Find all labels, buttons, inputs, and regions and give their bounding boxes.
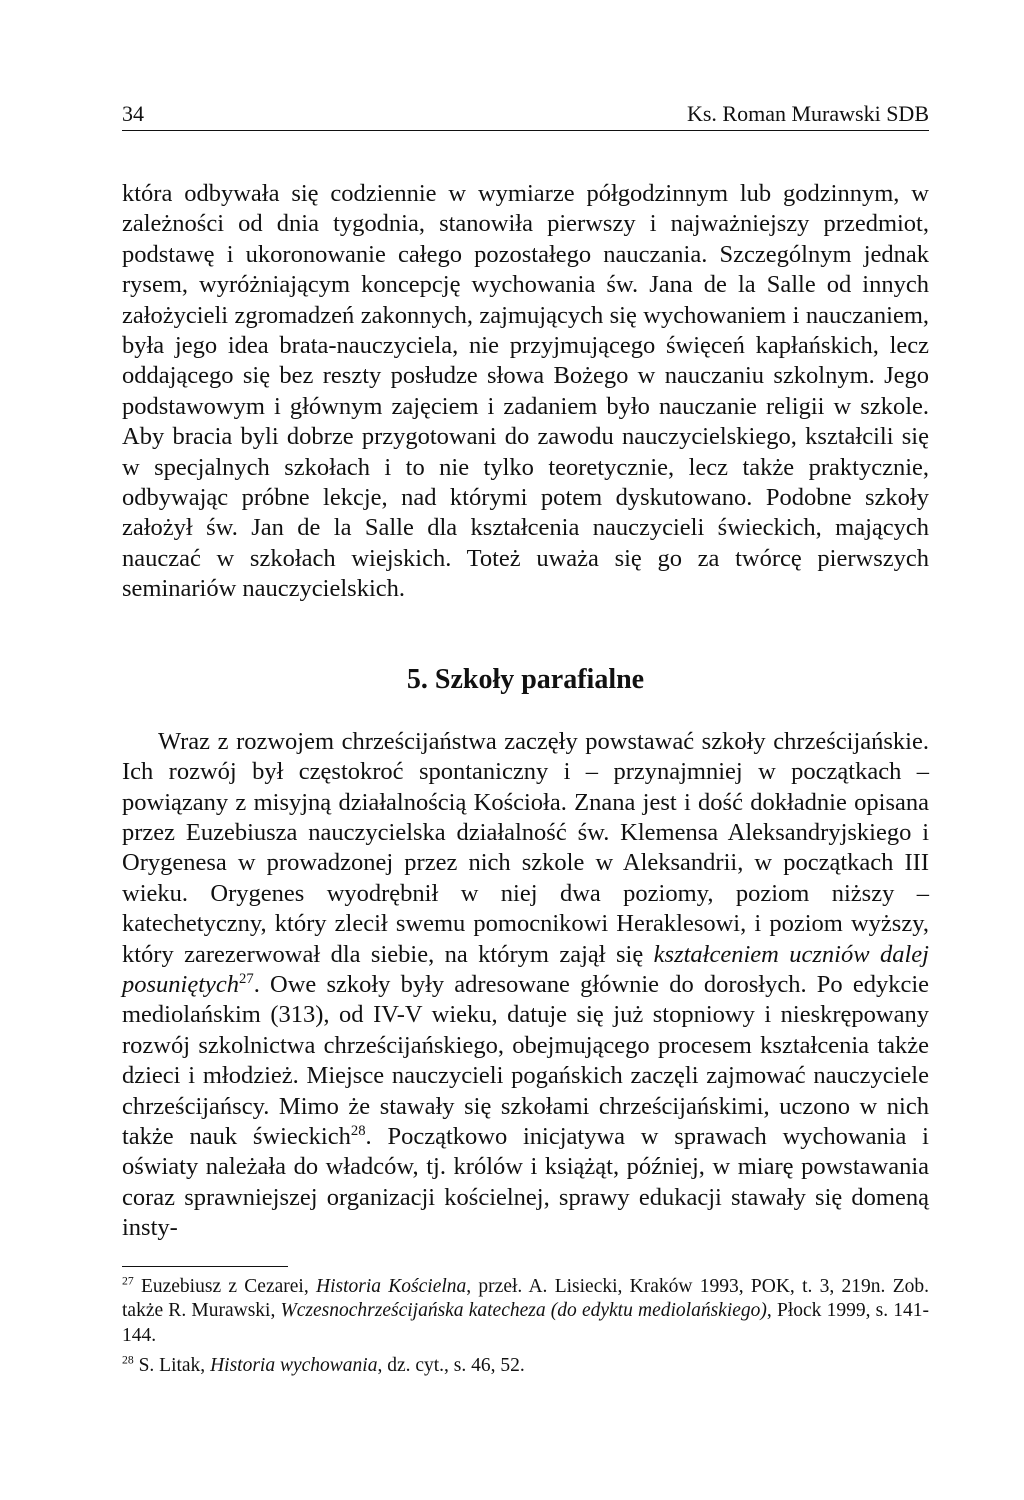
page-number: 34 [122, 101, 144, 126]
footnote-ref-27[interactable]: 27 [239, 970, 254, 987]
fn27-text-b: , przeł. A. Lisiecki, Kraków 1993, POK, t. 3, 219n. Zob. także R. Murawski, [122, 1275, 929, 1322]
para2-italic-quote: kształceniem uczniów dalej posuniętych [122, 940, 929, 998]
fn27-title-1: Historia Kościelna [316, 1275, 467, 1297]
body-paragraph-1: która odbywała się codziennie w wymiarze półgodzinnym lub godzinnym, w zależności od dnia tygodnia, stanowiła pierwszy i najważniejszy przedmiot, podstawę i ukoronowanie całego pozostałego nauczania. Szczególnym jednak rysem, wyróżniającym koncepcję wychowania św. Jana de la Salle od innych założycieli zgromadzeń zakonnych, zajmujących się wychowaniem i nauczaniem, była jego idea brata-nauczyciela, nie przyjmującego święceń kapłańskich, lecz oddającego się bez reszty posłudze słowa Bożego w nauczaniu szkolnym. Jego podstawowym i głównym zajęciem i zadaniem było nauczanie religii w szkole. Aby bracia byli dobrze przygotowani do zawodu nauczycielskiego, kształcili się w specjalnych szkołach i to nie tylko teoretycznie, lecz także praktycznie, odbywając próbne lekcje, nad którymi potem dyskutowano. Podobne szkoły założył św. Jan de la Salle dla kształcenia nauczycieli świeckich, mających nauczać w szkołach wiejskich. Toteż uważa się go za twórcę pierwszych seminariów nauczycielskich. [122, 180, 929, 603]
footnote-27 [122, 1275, 929, 1349]
fn28-title-1: Historia wychowania [210, 1355, 378, 1377]
running-head-author: Ks. Roman Murawski SDB [686, 101, 929, 126]
body-paragraph-2 [122, 727, 929, 1244]
fn27-text-a: Euzebiusz z Cezarei, [133, 1275, 316, 1297]
para2-text-b: . Owe szkoły były adresowane głównie do dorosłych. Po edykcie mediolańskim (313), od IV-V wieku, datuje się już stopniowy i nieskrępowany rozwój szkolnictwa chrześcijańskiego, obejmującego procesem kształcenia także dzieci i młodzież. Miejsce nauczycieli pogańskich zaczęli zajmować nauczyciele chrześcijańscy. Mimo że stawały się szkołami chrześcijańskimi, uczono w nich także nauk świeckich [122, 970, 929, 1150]
para2-text-c: . Początkowo inicjatywa w sprawach wychowania i oświaty należała do władców, tj. królów i książąt, później, w miarę powstawania coraz sprawniejszej organizacji kościelnej, sprawy edukacji stawały się domeną insty- [122, 1122, 929, 1242]
fn28-text-a: S. Litak, [133, 1355, 211, 1377]
footnote-ref-28[interactable]: 28 [350, 1122, 366, 1139]
fn28-text-b: , dz. cyt., s. 46, 52. [377, 1355, 525, 1377]
footnote-27-number: 27 [122, 1274, 134, 1288]
fn27-title-2: Wczesnochrześcijańska katecheza (do edyktu mediolańskiego) [280, 1300, 767, 1322]
fn27-text-c: , Płock 1999, s. 141-144. [122, 1300, 930, 1346]
para2-text-a: Wraz z rozwojem chrześcijaństwa zaczęły powstawać szkoły chrześcijańskie. Ich rozwój był częstokroć spontaniczny i – przynajmniej w początkach – powiązany z misyjną działalnością Kościoła. Znana jest i dość dokładnie opisana przez Euzebiusza nauczycielska działalność św. Klemensa Aleksandryjskiego i Orygenesa w prowadzonej przez nich szkole w Aleksandrii, w początkach III wieku. Orygenes wyodrębnił w niej dwa poziomy, poziom niższy – katechetyczny, który zlecił swemu pomocnikowi Heraklesowi, i poziom wyższy, który zarezerwował dla siebie, na którym zajął się [122, 727, 929, 968]
section-title: 5. Szkoły parafialne [406, 663, 645, 695]
footnote-28-number: 28 [122, 1353, 134, 1367]
running-header [122, 100, 929, 131]
footnote-28 [122, 1354, 929, 1379]
footnote-separator [122, 1266, 288, 1267]
page [122, 100, 929, 1379]
